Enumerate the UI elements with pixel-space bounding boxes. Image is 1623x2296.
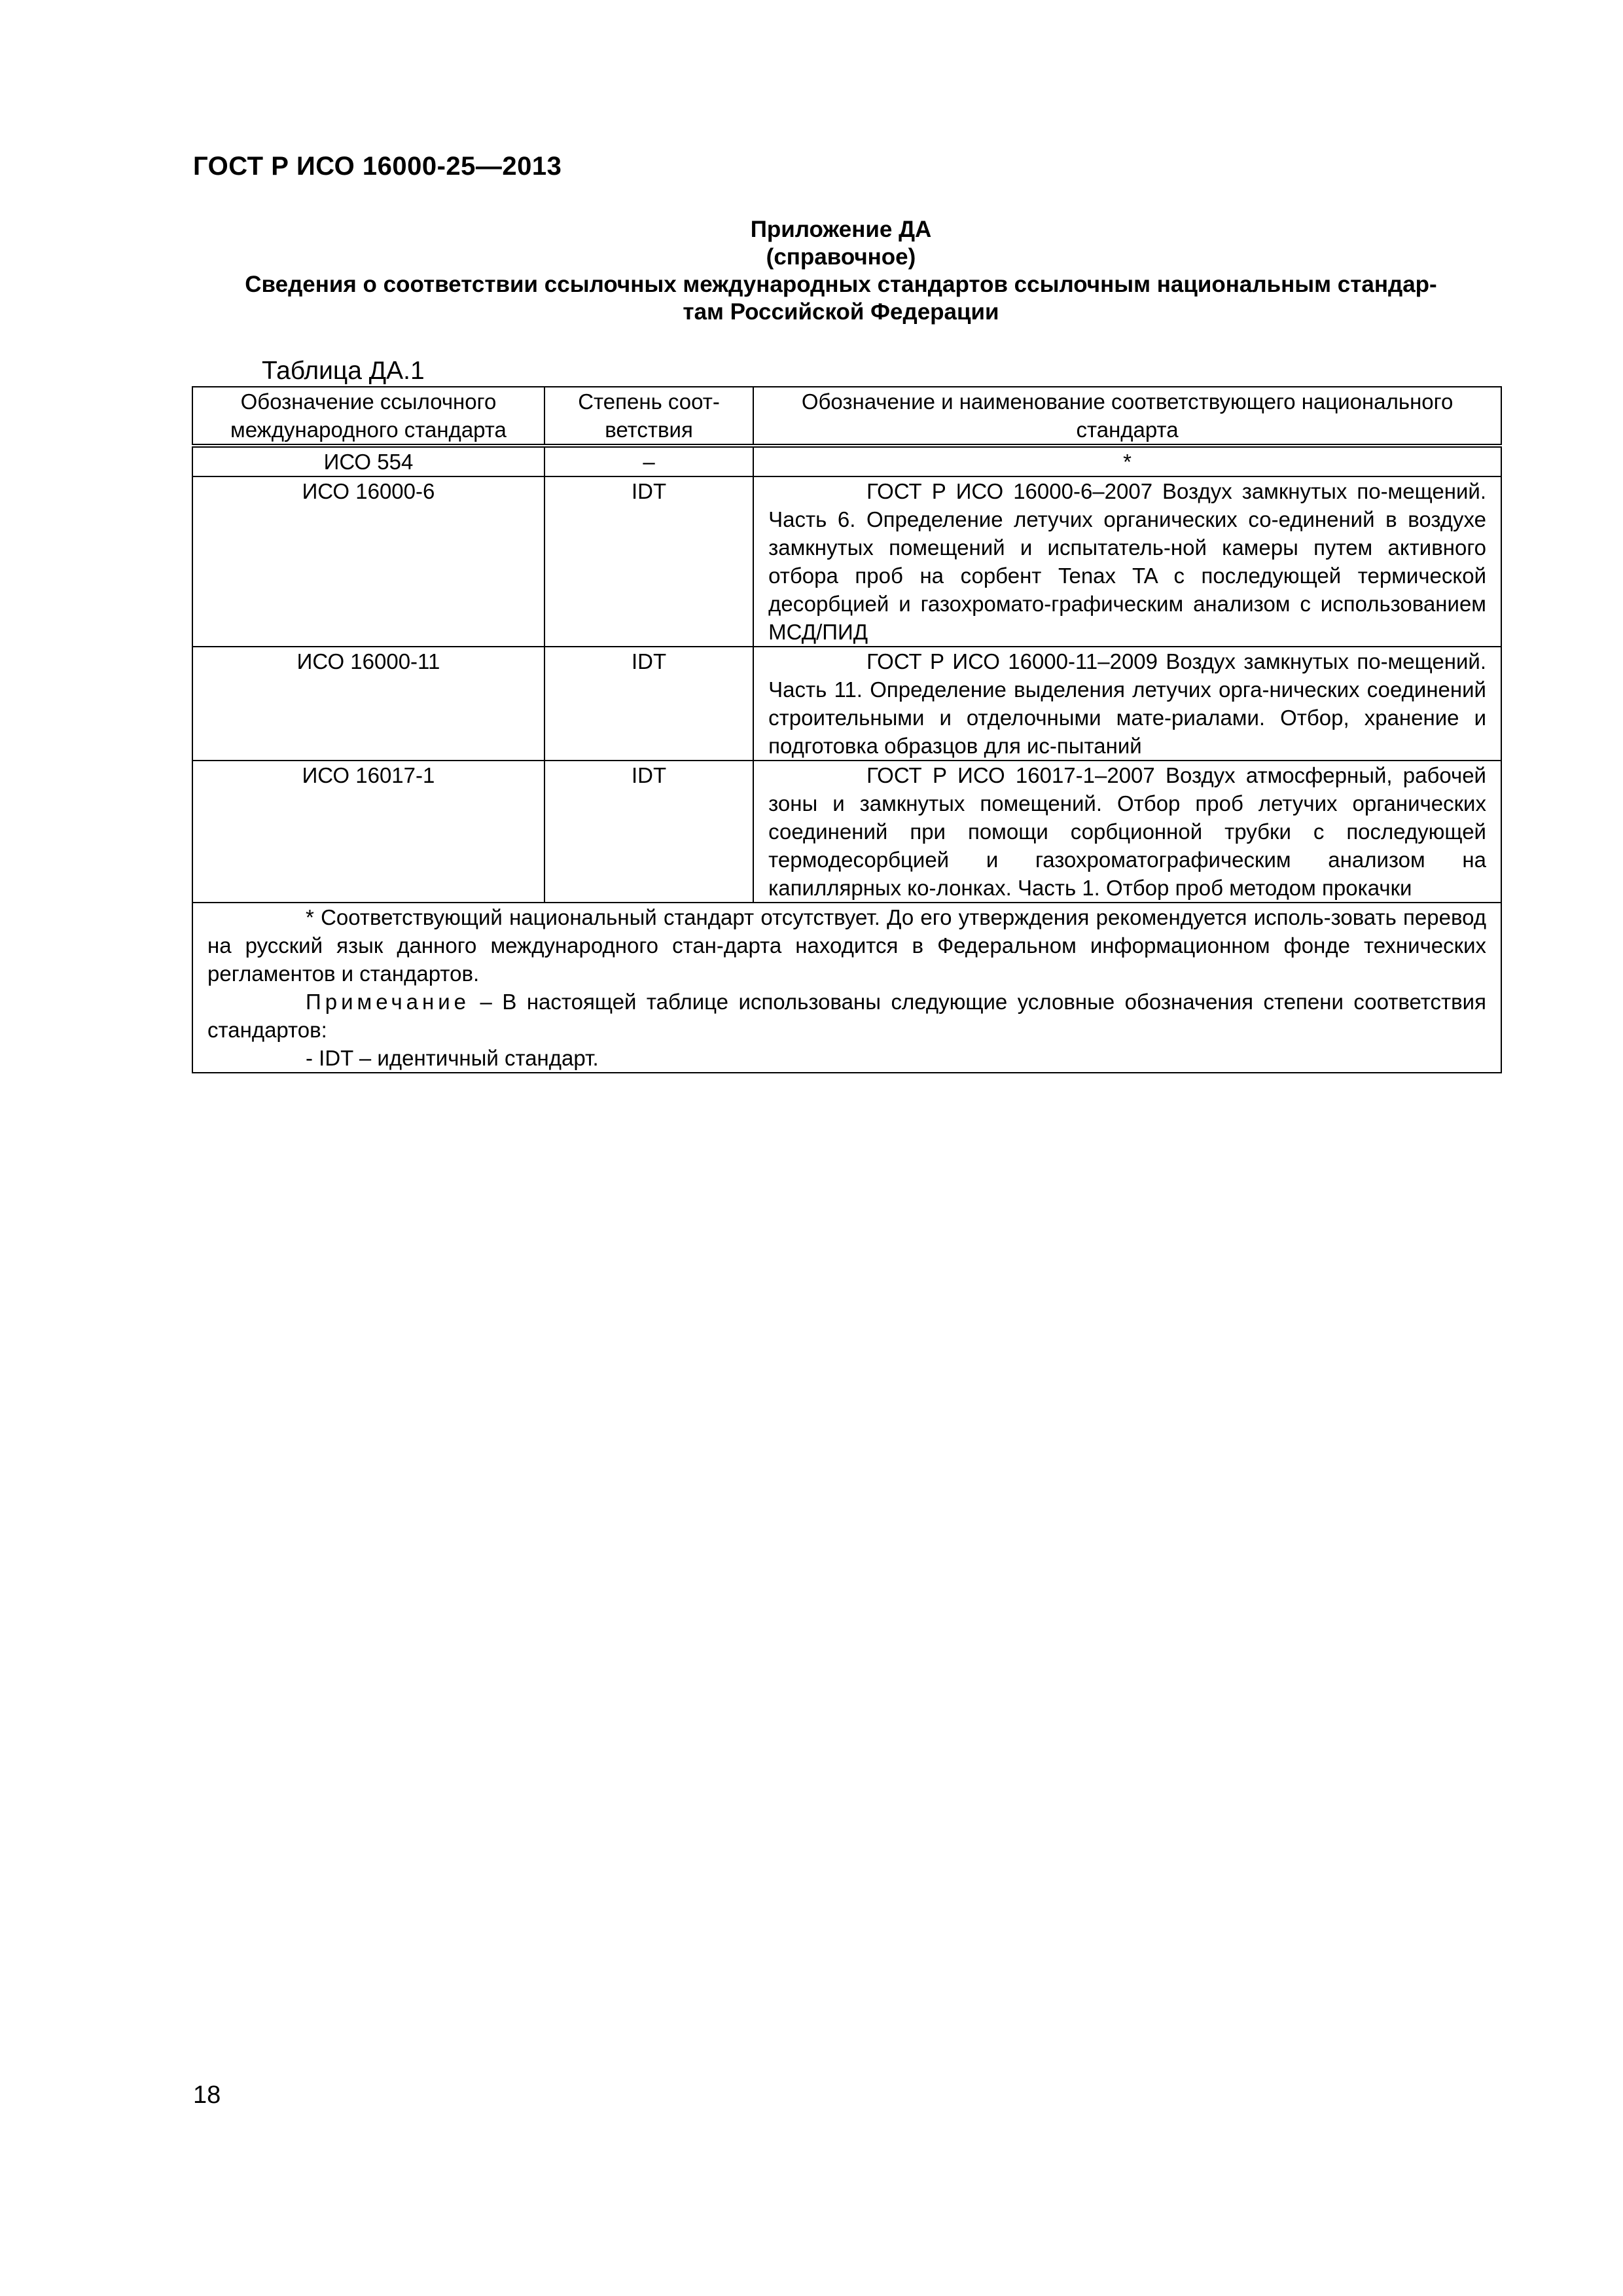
appendix-heading-line2: там Российской Федерации bbox=[683, 299, 999, 325]
cell-national: ГОСТ Р ИСО 16017-1–2007 Воздух атмосферный, рабочей зоны и замкнутых помещений. Отбор проб летучих органических соединений при помощи сорбционной трубки с последующей термодесорбцией и газохроматографическим анализом на капиллярных ко-лонках. Часть 1. Отбор проб методом прокачки bbox=[753, 761, 1501, 903]
note-text: – В настоящей таблице использованы следующие условные обозначения степени соответствия стандартов: bbox=[207, 990, 1486, 1042]
cell-degree: IDT bbox=[544, 647, 753, 761]
cell-standard: ИСО 16017-1 bbox=[192, 761, 544, 903]
cell-standard: ИСО 16000-11 bbox=[192, 647, 544, 761]
table-caption: Таблица ДА.1 bbox=[262, 357, 425, 385]
header-degree-of-correspondence: Степень соот- ветствия bbox=[544, 387, 753, 446]
header-national-standard: Обозначение и наименование соответствующего национального стандарта bbox=[753, 387, 1501, 446]
note-label: Примечание bbox=[306, 990, 471, 1014]
table-row bbox=[192, 446, 1501, 476]
footnote-text: * Соответствующий национальный стандарт отсутствует. До его утверждения рекомендуется исполь-зовать перевод на русский язык данного международного стан-дарта находится в Федеральном информационном фонде технических регламентов и стандартов. bbox=[207, 905, 1486, 986]
cell-standard: ИСО 16000-6 bbox=[192, 476, 544, 647]
cell-national: ГОСТ Р ИСО 16000-6–2007 Воздух замкнутых по-мещений. Часть 6. Определение летучих органических со-единений в воздухе замкнутых помещений и испытатель-ной камеры путем активного отбора проб на сорбент Tenax TA с последующей термической десорбцией и газохромато-графическим анализом с использованием МСД/ПИД bbox=[753, 476, 1501, 647]
cell-standard: ИСО 554 bbox=[192, 446, 544, 476]
appendix-heading-block bbox=[190, 216, 1492, 326]
cell-degree: – bbox=[544, 446, 753, 476]
table-footnote-row bbox=[192, 903, 1501, 1073]
standards-correspondence-table bbox=[192, 386, 1502, 1073]
appendix-heading-line1: Сведения о соответствии ссылочных международных стандартов ссылочным национальным стандар- bbox=[245, 272, 1437, 297]
note-paragraph bbox=[207, 988, 1486, 1044]
cell-national: ГОСТ Р ИСО 16000-11–2009 Воздух замкнутых по-мещений. Часть 11. Определение выделения летучих орга-нических соединений строительными и отделочными мате-риалами. Отбор, хранение и подготовка образцов для ис-пытаний bbox=[753, 647, 1501, 761]
table-header-row bbox=[192, 387, 1501, 446]
document-header: ГОСТ Р ИСО 16000-25—2013 bbox=[193, 152, 562, 181]
header-international-standard: Обозначение ссылочного международного стандарта bbox=[192, 387, 544, 446]
appendix-status: (справочное) bbox=[766, 244, 916, 270]
cell-degree: IDT bbox=[544, 761, 753, 903]
cell-degree: IDT bbox=[544, 476, 753, 647]
table-footnote bbox=[192, 903, 1501, 1073]
appendix-title: Приложение ДА bbox=[750, 217, 932, 242]
table-row bbox=[192, 761, 1501, 903]
table-row bbox=[192, 647, 1501, 761]
cell-national: * bbox=[753, 446, 1501, 476]
note-item: - IDT – идентичный стандарт. bbox=[306, 1046, 599, 1070]
page-number: 18 bbox=[193, 2081, 221, 2109]
table-row bbox=[192, 476, 1501, 647]
